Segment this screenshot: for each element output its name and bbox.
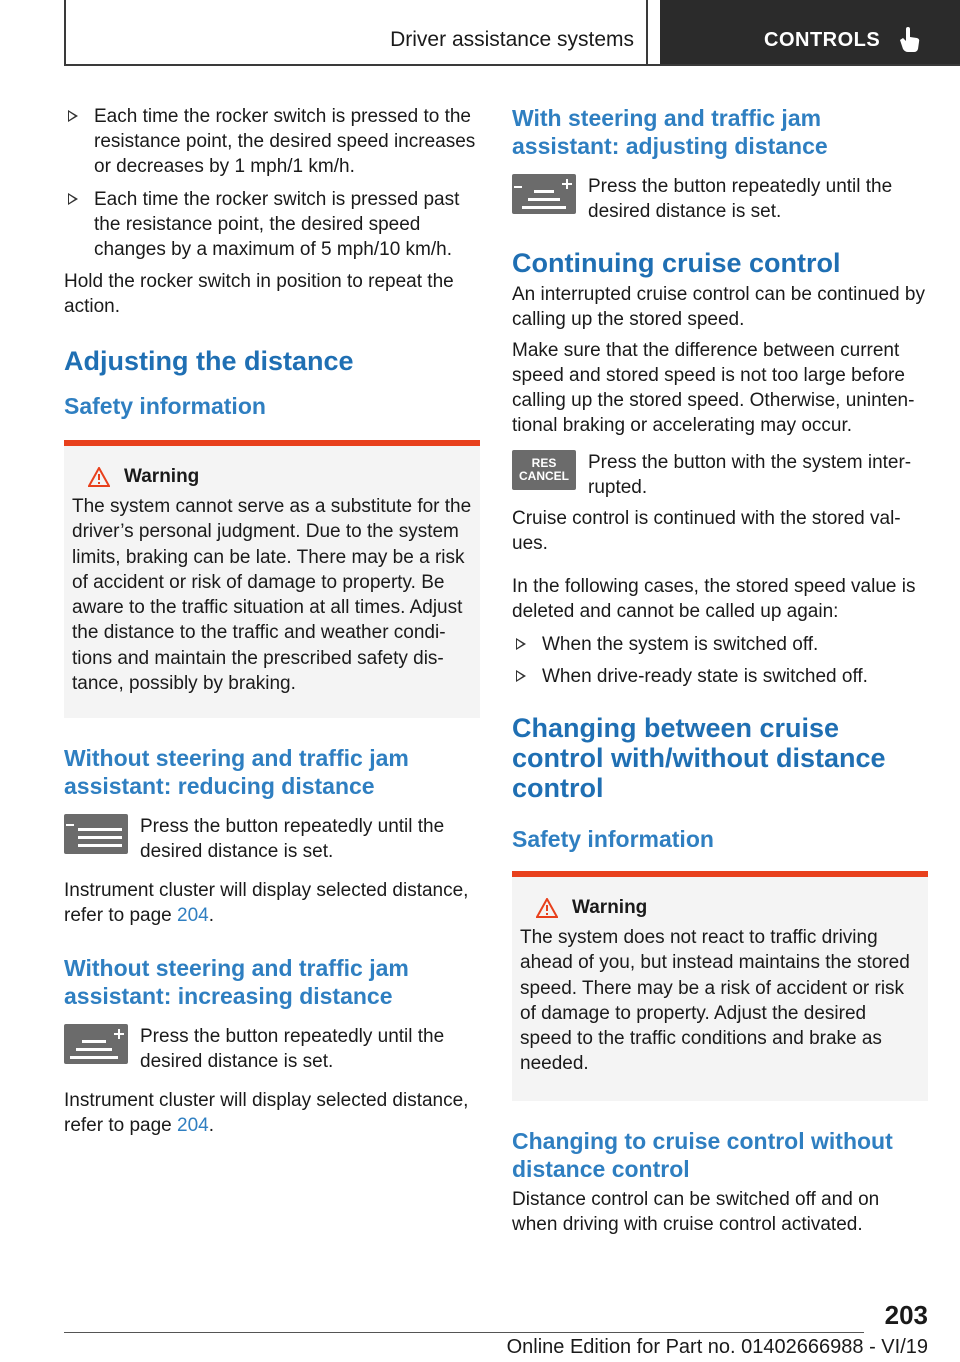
warning-box bbox=[512, 871, 928, 1101]
button-description: Press the button repeatedly until the desired distance is set. bbox=[512, 174, 928, 224]
header-rule bbox=[64, 64, 960, 66]
paragraph: In the following cases, the stored speed value is deleted and cannot be called up again: bbox=[512, 576, 916, 622]
subsection-heading: With steering and traffic jam assistant: adjusting distance bbox=[512, 105, 828, 159]
button-description: Press the button repeatedly until the desired distance is set. bbox=[64, 1024, 480, 1074]
section-heading: Adjusting the distance bbox=[64, 346, 354, 376]
pointing-hand-icon bbox=[896, 26, 922, 54]
distance-reduce-button-icon bbox=[64, 814, 128, 854]
res-cancel-button-icon: RES CANCEL bbox=[512, 450, 576, 490]
warning-triangle-icon bbox=[536, 898, 558, 918]
warning-header: Warning bbox=[88, 466, 472, 488]
button-description: RES CANCEL Press the button with the system inter‐rupted. bbox=[512, 450, 928, 500]
bullet-triangle-icon bbox=[68, 110, 78, 122]
bullet-triangle-icon bbox=[516, 670, 526, 682]
header-chapter-title: CONTROLS bbox=[764, 29, 881, 51]
subsection-heading: Safety information bbox=[64, 393, 266, 419]
section-heading: Changing between cruise control with/without distance control bbox=[512, 713, 886, 803]
paragraph: Cruise control is continued with the stored val‐ues. bbox=[512, 508, 901, 554]
distance-increase-button-icon bbox=[64, 1024, 128, 1064]
warning-box bbox=[64, 440, 480, 718]
button-description: Press the button repeatedly until the desired distance is set. bbox=[64, 814, 480, 864]
footer-edition: Online Edition for Part no. 01402666988 - VI/19 bbox=[506, 1336, 928, 1358]
subsection-heading: Changing to cruise control without distance control bbox=[512, 1128, 893, 1182]
paragraph: Instrument cluster will display selected distance, refer to page 204. bbox=[64, 1090, 469, 1136]
page-reference-link[interactable]: 204 bbox=[177, 1115, 209, 1136]
warning-triangle-icon bbox=[88, 467, 110, 487]
paragraph: Distance control can be switched off and on when driving with cruise control activated. bbox=[512, 1189, 880, 1235]
right-column bbox=[512, 104, 928, 1237]
subsection-heading: Without steering and traffic jam assistant: reducing distance bbox=[64, 745, 409, 799]
list-item: When the system is switched off. bbox=[512, 632, 928, 657]
paragraph: An interrupted cruise control can be continued by calling up the stored speed. bbox=[512, 284, 925, 330]
header-section-title: Driver assistance systems bbox=[390, 28, 634, 51]
list-item: When drive-ready state is switched off. bbox=[512, 664, 928, 689]
warning-text: The system does not react to traffic driving ahead of you, but instead maintains the stored speed. There may be a risk of accident or risk of damage to property. Adjust the desired speed to the traffic conditions and brake as needed. bbox=[520, 927, 910, 1075]
page-number: 203 bbox=[884, 1300, 928, 1330]
paragraph: Hold the rocker switch in position to repeat the action. bbox=[64, 271, 454, 317]
footer-rule bbox=[64, 1332, 864, 1333]
paragraph: Instrument cluster will display selected distance, refer to page 204. bbox=[64, 880, 469, 926]
distance-adjust-button-icon bbox=[512, 174, 576, 214]
subsection-heading: Without steering and traffic jam assistant: increasing distance bbox=[64, 955, 409, 1009]
warning-header: Warning bbox=[536, 897, 920, 919]
page-reference-link[interactable]: 204 bbox=[177, 905, 209, 926]
list-item: Each time the rocker switch is pressed to the resistance point, the desired speed increases or decreases by 1 mph/1 km/h. bbox=[64, 104, 480, 179]
bullet-triangle-icon bbox=[516, 638, 526, 650]
section-heading: Continuing cruise control bbox=[512, 248, 841, 278]
warning-text: The system cannot serve as a substitute for the driver’s personal judgment. Due to the system limits, braking can be late. There may be a risk of accident or risk of damage to property. Be aware to the traffic situation at all times. Adjust the distance to the traffic and weather condi‐tions and maintain the prescribed safety dis‐tance, possibly by braking. bbox=[72, 496, 472, 695]
paragraph: Make sure that the difference between current speed and stored speed is not too large before calling up the stored speed. Otherwise, uninten‐tional braking or accelerating may occur. bbox=[512, 340, 915, 436]
list-item: Each time the rocker switch is pressed past the resistance point, the desired speed changes by a maximum of 5 mph/10 km/h. bbox=[64, 187, 480, 262]
bullet-triangle-icon bbox=[68, 193, 78, 205]
left-column bbox=[64, 104, 480, 1138]
subsection-heading: Safety information bbox=[512, 826, 714, 852]
